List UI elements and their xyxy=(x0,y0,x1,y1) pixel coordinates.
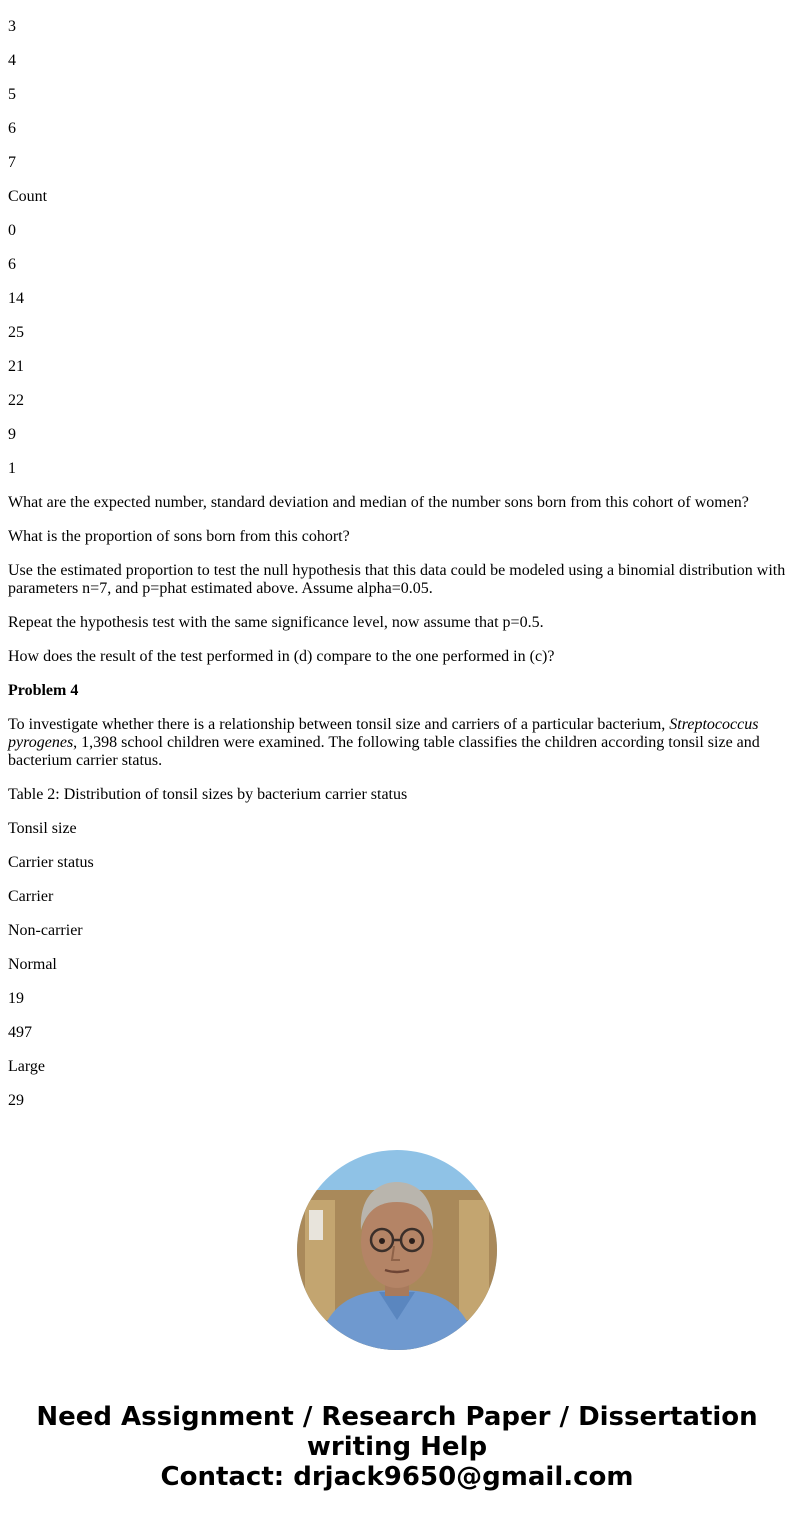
question-d: Repeat the hypothesis test with the same significance level, now assume that p=0.5. xyxy=(8,614,544,631)
count-value: 14 xyxy=(8,290,24,307)
avatar-photo xyxy=(297,1150,497,1350)
intro-text-after: , 1,398 school children were examined. The following table classifies the children according tonsil size and bacterium carrier status. xyxy=(8,734,760,769)
avatar xyxy=(297,1150,497,1350)
count-value: 25 xyxy=(8,324,24,341)
normal-non-carrier-value: 497 xyxy=(8,1024,32,1041)
sons-number-4: 4 xyxy=(8,52,16,69)
count-value: 9 xyxy=(8,426,16,443)
sons-number-7: 7 xyxy=(8,154,16,171)
large-label: Large xyxy=(8,1058,46,1075)
problem-4-intro xyxy=(8,716,788,770)
document-body xyxy=(8,0,788,1110)
question-b: What is the proportion of sons born from this cohort? xyxy=(8,528,350,545)
non-carrier-label: Non-carrier xyxy=(8,922,83,939)
count-value: 1 xyxy=(8,460,16,477)
table-caption: Table 2: Distribution of tonsil sizes by bacterium carrier status xyxy=(8,786,408,803)
normal-carrier-value: 19 xyxy=(8,990,24,1007)
promo-banner xyxy=(0,1150,794,1492)
question-e: How does the result of the test performed in (d) compare to the one performed in (c)? xyxy=(8,648,555,665)
count-value: 22 xyxy=(8,392,24,409)
sons-number-3: 3 xyxy=(8,18,16,35)
count-value: 0 xyxy=(8,222,16,239)
intro-text-before: To investigate whether there is a relationship between tonsil size and carriers of a particular bacterium, xyxy=(8,716,670,733)
problem-4-heading: Problem 4 xyxy=(8,682,79,699)
normal-label: Normal xyxy=(8,956,57,973)
sons-number-5: 5 xyxy=(8,86,16,103)
carrier-label: Carrier xyxy=(8,888,54,905)
count-value: 6 xyxy=(8,256,16,273)
count-header: Count xyxy=(8,188,48,205)
promo-contact: Contact: drjack9650@gmail.com xyxy=(160,1462,634,1492)
promo-text xyxy=(0,1402,794,1492)
question-c: Use the estimated proportion to test the null hypothesis that this data could be modeled using a binomial distribution with parameters n=7, and p=phat estimated above. Assume alpha=0.05. xyxy=(8,562,786,597)
species-name: Streptococcus pyrogenes xyxy=(8,716,759,751)
promo-line-1: Need Assignment / Research Paper / Dissertation xyxy=(36,1402,758,1432)
tonsil-size-header: Tonsil size xyxy=(8,820,77,837)
carrier-status-header: Carrier status xyxy=(8,854,94,871)
sons-number-6: 6 xyxy=(8,120,16,137)
promo-line-2: writing Help xyxy=(306,1432,488,1462)
count-value: 21 xyxy=(8,358,24,375)
large-carrier-value: 29 xyxy=(8,1092,24,1109)
question-a: What are the expected number, standard deviation and median of the number sons born from this cohort of women? xyxy=(8,494,749,511)
